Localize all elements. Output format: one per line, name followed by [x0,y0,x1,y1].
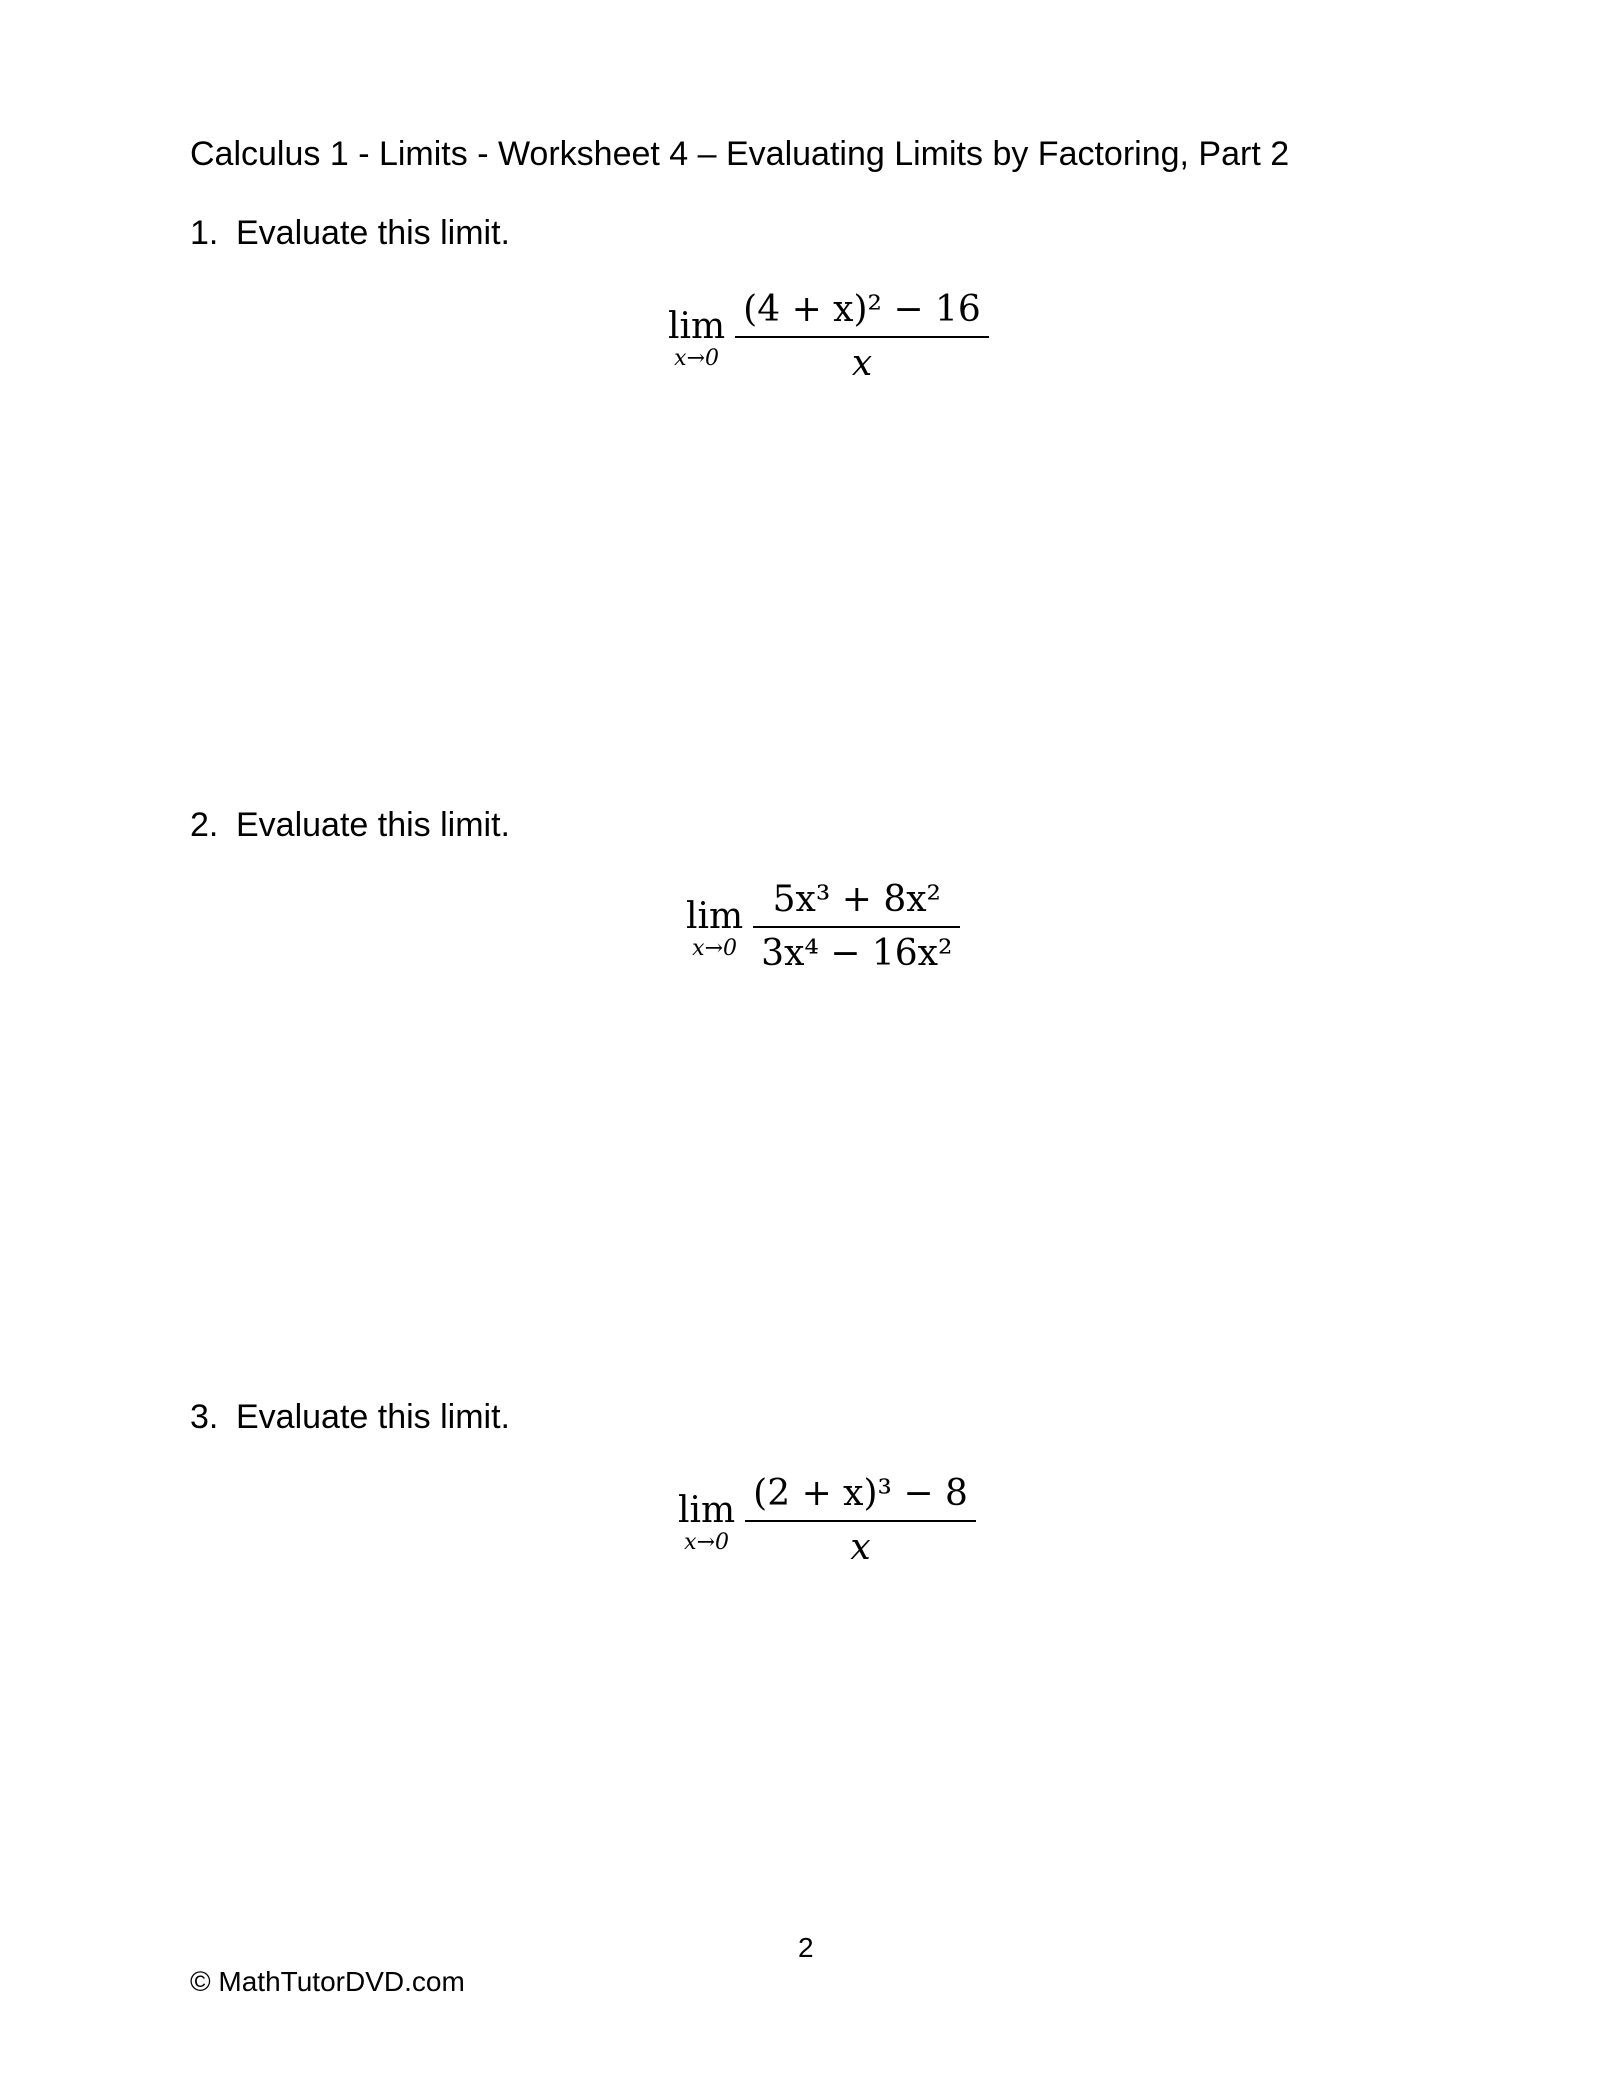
problem-number: 3. [190,1398,219,1436]
problem-number: 1. [190,214,219,252]
limit-operator [668,302,725,372]
problem-2-limit-expression [686,880,960,974]
lim-word: lim [668,306,726,347]
lim-approach: x→0 [692,936,737,961]
fraction-numerator: (4 + x)² − 16 [743,289,981,330]
problem-text: Evaluate this limit. [236,1398,510,1436]
fraction [745,1474,976,1568]
problem-text: Evaluate this limit. [236,806,510,844]
fraction [735,290,989,384]
lim-word: lim [686,896,744,937]
lim-word: lim [678,1490,736,1531]
limit-operator [686,892,743,962]
fraction-denominator: x [851,343,873,384]
problem-1-limit-expression [668,290,989,384]
fraction-denominator: x [850,1527,871,1568]
fraction-numerator: (2 + x)³ − 8 [753,1473,968,1514]
lim-approach: x→0 [674,346,719,371]
fraction-denominator: 3x⁴ − 16x² [761,933,953,974]
problem-3-limit-expression [678,1474,976,1568]
problem-text: Evaluate this limit. [236,214,510,252]
problem-1-prompt [190,214,510,253]
lim-approach: x→0 [684,1530,729,1555]
fraction [753,880,960,974]
problem-2-prompt [190,806,510,845]
page-number: 2 [798,1932,814,1963]
problem-number: 2. [190,806,219,844]
page-title: Calculus 1 - Limits - Worksheet 4 – Evaluating Limits by Factoring, Part 2 [190,135,1290,173]
fraction-numerator: 5x³ + 8x² [772,879,941,920]
problem-3-prompt [190,1398,510,1437]
limit-operator [678,1486,735,1556]
copyright-notice: © MathTutorDVD.com [190,1966,465,1997]
